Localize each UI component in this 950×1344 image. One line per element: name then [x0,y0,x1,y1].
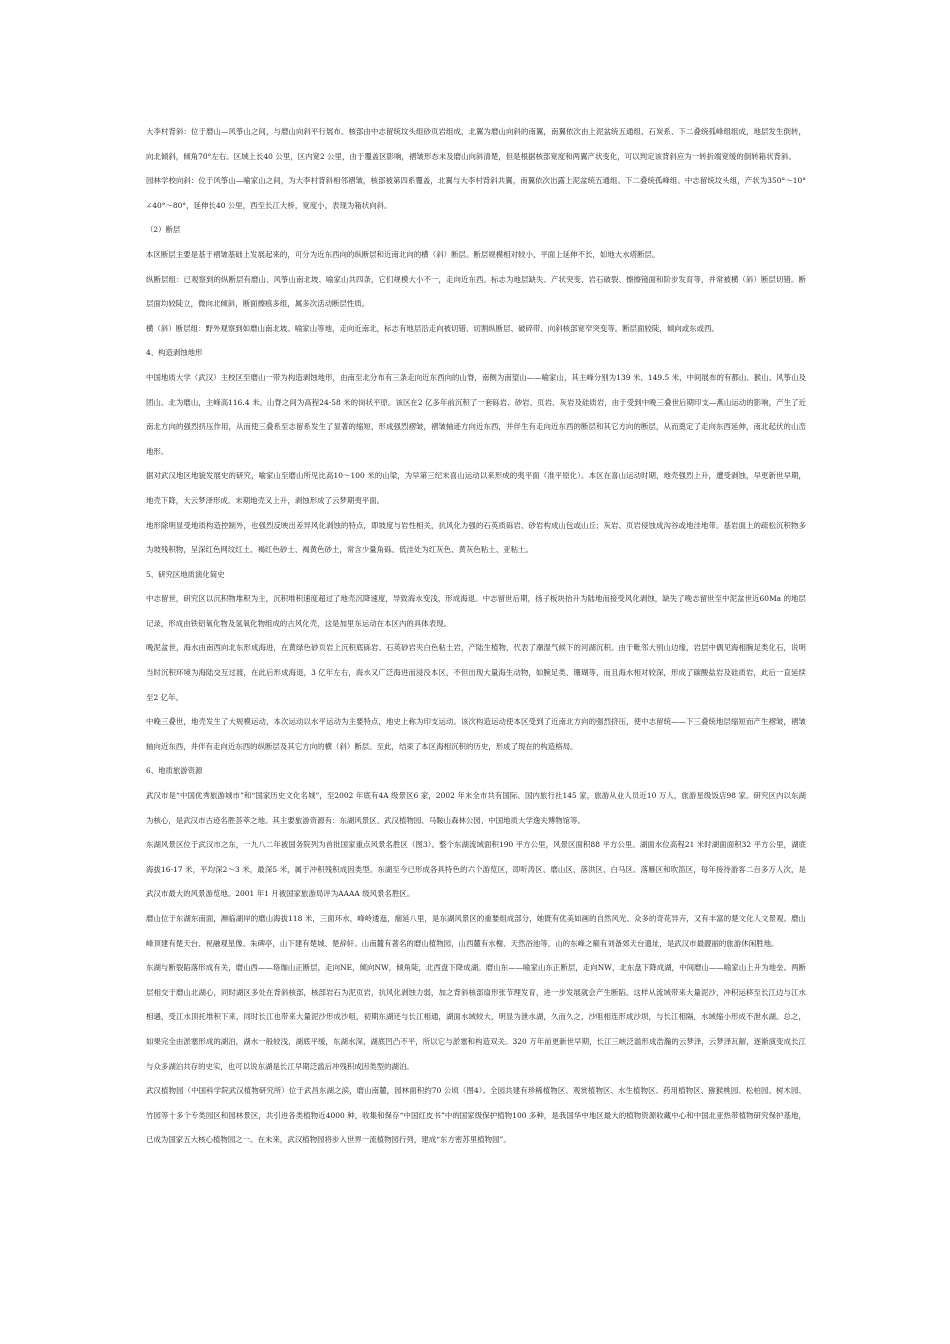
paragraph-longitudinal-faults: 纵断层组：已观察到的纵断层有磨山、风筝山南北坡、喻家山共四条，它们规模大小不一，走向近东西。标志为地层缺失、产状突变、岩石破裂、擦擦镜面和阶步发育等，并常被横（斜）断层切错。断层面均较陡立，微向北倾斜，断面擦痕多组，属多次活动断层性质。 [146,274,806,309]
heading-tourism-resources: 6、地质旅游资源 [146,766,203,776]
paragraph-landform-2: 据对武汉地区地貌发展史的研究，喻家山至磨山所见比高10～100 米的山梁，为早第三纪末喜山运动以来形成的夷平面（准平原化）。本区在喜山运动时期，地壳强烈上升，遭受剥蚀，早更新世早期，地壳下降，大云梦泽形成。末期地壳又上升，剥蚀形成了云梦期夷平面。 [146,471,806,505]
paragraph-transverse-faults: 横（斜）断层组：野外观察到如磨山南北坡、喻家山等地，走向近南北，标志有地层沿走向被切错、切割纵断层、破碎带、向斜核部宽窄突变等。断层面较陡，倾向或东或西。 [146,323,719,333]
paragraph-tourism-wuhan: 武汉市是“中国优秀旅游城市”和“国家历史文化名城”，至2002 年底有4A 级景区6 家，2002 年末全市共有国际、国内旅行社145 家，旅游从业人员近10 万人，旅游星级饭店98 家。研究区内以东湖为核心，是武汉市古迹名胜荟萃之地。其主要旅游资源有：东湖风景区、武汉植物园、马鞍山森林公园、中国地质大学逸夫博物馆等。 [146,791,806,825]
paragraph-history-silurian: 中志留世，研究区以沉积物堆积为主，沉积堆积速度超过了地壳沉降速度，导致海水变浅，形成海退。中志留世后期，扬子板块抬升为陆地而接受风化剥蚀，缺失了晚志留世至中泥盆世近60Ma 的地层记录，形成由铁铝氧化物及氢氧化物组成的古风化壳，这是加里东运动在本区内的具体表现。 [146,594,806,628]
paragraph-syncline-yuanlin: 园林学校向斜：位于风筝山—喻家山之间，为大李村背斜相邻褶皱，核部被第四系覆盖，北翼与大李村背斜共翼，南翼依次出露上泥盆统五通组、下二叠统孤峰组、中志留统坟头组，产状为350°～10°∠40°～80°，延伸长40 公里，西至长江大桥，宽度小，表现为箱状向斜。 [146,176,806,210]
paragraph-faults-intro: 本区断层主要是基于褶皱基础上发展起来的，可分为近东西向的纵断层和近南北向的横（斜）断层。断层规模相对较小，平面上延伸不长，如地大水塔断层。 [146,249,660,259]
heading-erosion-landform: 4、构造剥蚀地形 [146,348,203,358]
paragraph-history-triassic: 中晚三叠世，地壳发生了大规模运动，本次运动以水平运动为主要特点，地史上称为印支运动。该次构造运动使本区受到了近南北方向的强烈挤压，使中志留统——下三叠统地层缩短而产生褶皱，褶皱轴向近东西，并伴有走向近东西的纵断层及其它方向的横（斜）断层。至此，结束了本区海相沉积的历史，形成了现在的构造格局。 [146,717,806,751]
paragraph-history-devonian: 晚泥盆世，海水由南西向北东形成海进，在黄绿色砂页岩上沉积底砾岩、石英砂岩夹白色粘土岩，产陆生植物，代表了潮湿气候下的河湖沉积。由于毗邻大别山边缘，岩层中偶见海相腕足类化石，说明当时沉积环境为海陆交互过渡，在此后形成海退，3 亿年左右，海水又广泛海进而浸没本区，不但出现大量海生动物，如腕足类、珊瑚等，而且海水相对较深，形成了碳酸盐岩及硅质岩，此后一直延续至2 亿年。 [146,643,806,702]
heading-geologic-history: 5、研究区地质演化简史 [146,569,225,579]
paragraph-anticline-dalicun: 大李村背斜：位于磨山—风筝山之间，与磨山向斜平行展布。核部由中志留统坟头组砂页岩组成，北翼为磨山向斜的南翼，南翼依次由上泥盆统五通组、石炭系、下二叠统孤峰组组成，地层发生倒转，向北倾斜，倾角70°左右。区域上长40 公里，区内宽2 公里，由于覆盖区影响，褶皱形态未及磨山向斜清楚，但是根据核部宽度和两翼产状变化，可以判定该背斜应为一转折端宽缓的倒转箱状背斜。 [146,127,806,161]
paragraph-landform-1: 中国地质大学（武汉）主校区至磨山一带为构造剥蚀地形，由南至北分布有三条走向近东西向的山脊，南侧为南望山——喻家山，其主峰分别为139 米、149.5 米，中间展布的有都山、猴山、风筝山及团山。北为磨山，主峰高116.4 米。山脊之间为高程24-58 米的岗状平原。该区在2 亿多年前沉积了一套砾岩、砂岩、页岩、灰岩及硅质岩，由于受到中晚三叠世后期印支—燕山运动的影响，产生了近南北方向的强烈挤压作用，从而使三叠系至志留系发生了显著的缩短，形成强烈褶皱，褶皱轴迹方向近东西，并伴生有走向近东西的断层和其它方向的断层，从而奠定了走向东西延伸，南北起伏的山峦地形。 [146,372,806,456]
paragraph-tourism-donghu: 东湖风景区位于武汉市之东，一九八二年被国务院列为首批国家重点风景名胜区（图3）。整个东湖流域面积190 平方公里，风景区面积88 平方公里。湖面水位高程21 米时湖面面积32 平方公里，湖底海拔16-17 米，平均深2～3 米，最深5 米，属于冲积残积成因类型。东湖至今已形成各具特色的六个游览区，即听涛区、磨山区、落洪区、白马区、落雁区和吹笛区，每年接待游客二百多万人次，是武汉市最大的风景游览地。2001 年1 月被国家旅游局评为AAAA 级风景名胜区。 [146,840,806,899]
paragraph-botanical-garden: 武汉植物园（中国科学院武汉植物研究所）位于武昌东湖之滨，磨山南麓，园林面积约70 公顷（图4）。全园共建有珍稀植物区、观赏植物区、水生植物区、药用植物区、猕猴桃园、松柏园、树木园、竹园等十多个专类园区和园林景区，共引进各类植物近4000 种，收集和保存“中国红皮书”中的国家级保护植物100 多种，是我国华中地区最大的植物资源收藏中心和中国北亚热带植物研究保护基地，已成为国家五大核心植物园之一。在未来，武汉植物园将步入世界一流植物园行列，建成“东方密苏里植物园”。 [146,1086,806,1145]
document-page [146,120,806,1153]
paragraph-tourism-moshan: 磨山位于东湖东南面，濒临湖岸的磨山海拔118 米，三面环水，峰岭逶迤，痼延八里，是东湖风景区的重要组成部分，她既有优美如画的自然风光、众多的奇花异卉，又有丰富的楚文化人文景观。磨山峰顶建有楚天台、祝融观星像、朱碑亭，山下建有楚城、楚辞轩。山南麓有著名的磨山植物园，山西麓有水榭、天然浴池等，山的东峰之巅有刘备郊天台遗址，是武汉市最靓丽的旅游休闲胜地。 [146,914,806,948]
heading-faults: （2）断层 [146,225,181,235]
paragraph-landform-3: 地形除明显受地质构造控制外，也强烈反映出差异风化剥蚀的特点，即坡度与岩性相关，抗风化力强的石英质砾岩、砂岩构成山包或山丘；灰岩、页岩侵蚀成沟谷或地洼地带。基岩面上的疏松沉积物多为坡残积物，呈深红色网纹红土、褐红色砂土、褐黄色砂土，常含少量角砾。低洼处为红灰色、黄灰色粘土、亚粘土。 [146,520,806,555]
paragraph-donghu-origin: 东湖与断裂陷落形成有关，磨山西——珞珈山正断层，走向NE，倾向NW，倾角陡，北西盘下降成湖。磨山东——喻家山东正断层，走向NW，北东盘下降成湖，中间磨山——喻家山上升为地垒。两断层相交于磨山北湖心，同时湖区多处在背斜核部，核部岩石为泥页岩，抗风化剥蚀力弱，加之背斜核部扇形张节理发育，进一步发展就会产生断陷。这样从流域带来大量泥沙，冲积运移至长江边与江水相遇，受江水顶托堆积下来，同时长江也带来大量泥沙形成沙咀，初期东湖还与长江相通，湖面水域较大，明显为泄水湖，久而久之，沙咀相连形成沙坝，与长江相隔，水域缩小形成不泄水湖。总之，如果完全由淤塞形成的湖泊，湖水一般较浅，湖底平缓，东湖水深，湖底凹凸不平，所以它与淤塞和构造双关。320 万年前更新世早期，长江三峡泛滥形成浩瀚的云梦泽，云梦泽瓦解，逐渐演变成长江与众多湖泊共存的史实，也可以说东湖是长江早期泛滥后冲残积成因类型的湖泊。 [146,963,806,1071]
